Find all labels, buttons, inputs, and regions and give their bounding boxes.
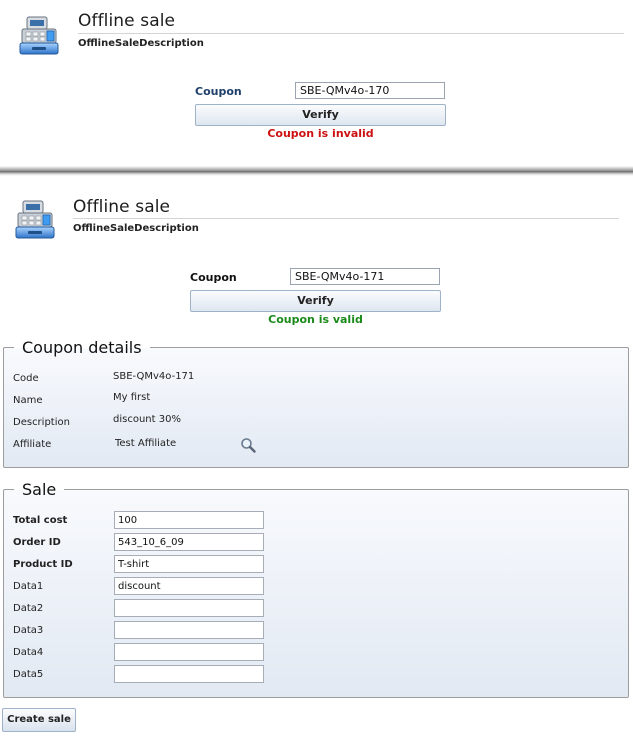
- magnifier-icon[interactable]: [240, 437, 256, 453]
- coupon-details-panel: [3, 338, 629, 468]
- coupon-input[interactable]: [295, 82, 445, 99]
- total-cost-label: Total cost: [13, 515, 68, 526]
- title-divider: [73, 218, 619, 219]
- description-label: Description: [13, 417, 70, 428]
- data2-label: Data2: [13, 603, 44, 614]
- page-title: Offline sale: [78, 11, 176, 31]
- cash-register-icon: [18, 13, 62, 57]
- product-id-input[interactable]: [114, 555, 264, 573]
- coupon-label: Coupon: [195, 85, 242, 98]
- product-id-label: Product ID: [13, 559, 73, 570]
- data1-label: Data1: [13, 581, 44, 592]
- page-description: OfflineSaleDescription: [73, 223, 199, 234]
- verify-button[interactable]: Verify: [195, 104, 446, 126]
- page-description: OfflineSaleDescription: [78, 38, 204, 49]
- data1-input[interactable]: [114, 577, 264, 595]
- data4-input[interactable]: [114, 643, 264, 661]
- data5-label: Data5: [13, 669, 44, 680]
- coupon-label: Coupon: [190, 271, 237, 284]
- sale-legend: Sale: [22, 480, 57, 499]
- coupon-details-legend: Coupon details: [22, 338, 142, 357]
- code-value: SBE-QMv4o-171: [113, 371, 195, 382]
- data3-input[interactable]: [114, 621, 264, 639]
- coupon-status-valid: Coupon is valid: [268, 313, 363, 326]
- verify-button[interactable]: Verify: [190, 290, 441, 312]
- cash-register-icon: [14, 197, 58, 241]
- order-id-input[interactable]: [114, 533, 264, 551]
- sale-panel: [3, 480, 629, 698]
- affiliate-label: Affiliate: [13, 439, 52, 450]
- description-value: discount 30%: [113, 414, 181, 425]
- data2-input[interactable]: [114, 599, 264, 617]
- order-id-label: Order ID: [13, 537, 61, 548]
- coupon-status-invalid: Coupon is invalid: [267, 127, 374, 140]
- data4-label: Data4: [13, 647, 44, 658]
- data5-input[interactable]: [114, 665, 264, 683]
- name-label: Name: [13, 395, 43, 406]
- section-divider: [0, 166, 633, 176]
- create-sale-button[interactable]: Create sale: [2, 708, 76, 732]
- title-divider: [78, 33, 624, 34]
- code-label: Code: [13, 373, 39, 384]
- page-title: Offline sale: [73, 197, 171, 217]
- total-cost-input[interactable]: [114, 511, 264, 529]
- name-value: My first: [113, 392, 151, 403]
- affiliate-value: Test Affiliate: [115, 438, 177, 449]
- data3-label: Data3: [13, 625, 44, 636]
- coupon-input[interactable]: [290, 268, 440, 285]
